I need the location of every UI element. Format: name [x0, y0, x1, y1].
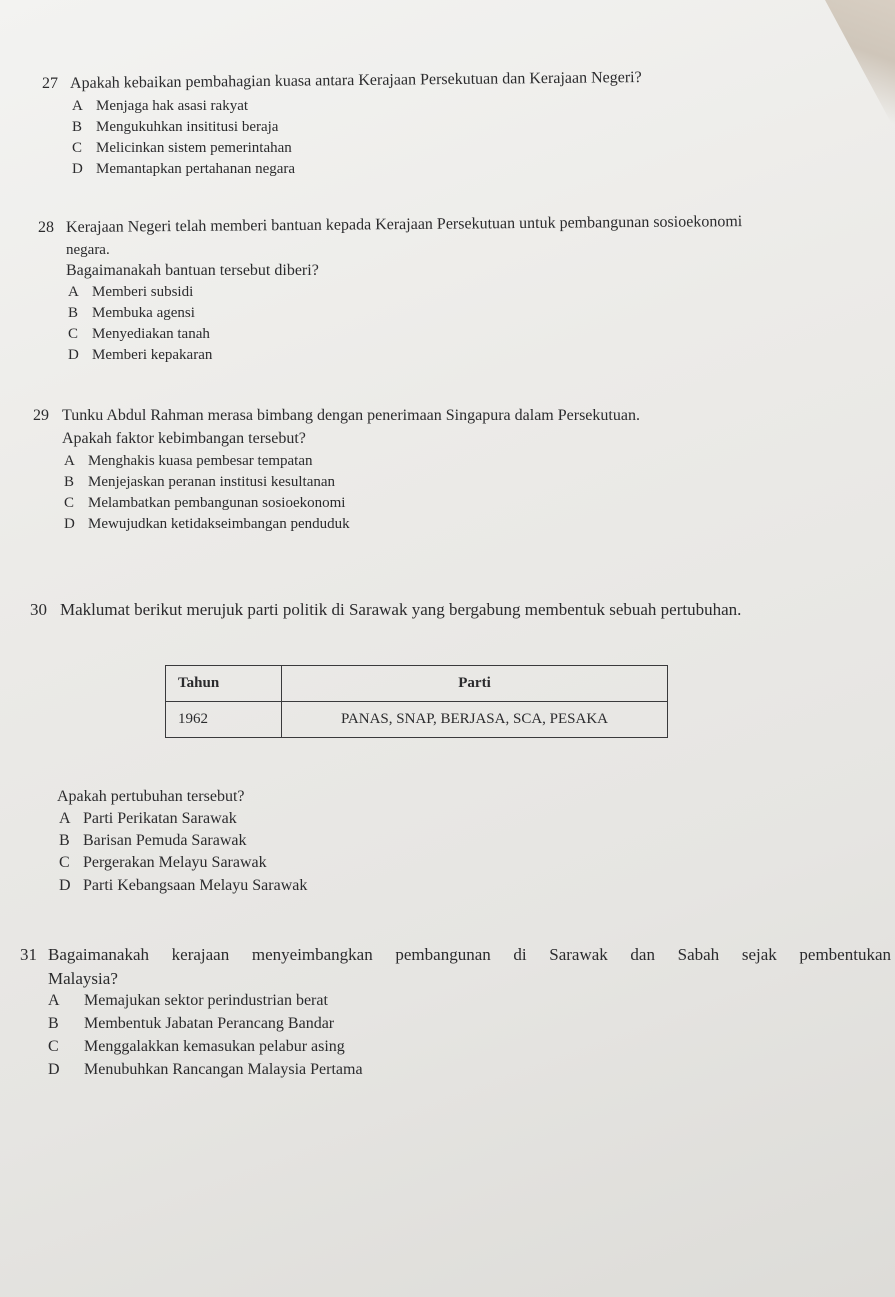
option-letter: A — [48, 992, 60, 1009]
option-a[interactable] — [48, 991, 328, 1011]
option-letter: C — [48, 1038, 59, 1055]
option-text: Melambatkan pembangunan sosioekonomi — [88, 495, 346, 511]
question-number: 28 — [38, 219, 54, 236]
party-table — [165, 665, 668, 738]
question-stem: Kerajaan Negeri telah memberi bantuan kepada Kerajaan Persekutuan untuk pembangunan sosioekonomi — [65, 213, 743, 236]
option-text: Barisan Pemuda Sarawak — [83, 832, 247, 849]
question-number: 30 — [30, 600, 47, 619]
question-stem: Apakah kebaikan pembahagian kuasa antara Kerajaan Persekutuan dan Kerajaan Negeri? — [69, 69, 642, 92]
option-text: Memantapkan pertahanan negara — [96, 161, 296, 177]
table-cell-party: PANAS, SNAP, BERJASA, SCA, PESAKA — [282, 702, 668, 738]
option-letter: B — [72, 119, 83, 135]
option-b[interactable] — [59, 831, 247, 851]
option-letter: D — [59, 877, 71, 894]
question-stem: Malaysia? — [48, 969, 118, 988]
option-c[interactable] — [59, 853, 267, 873]
option-text: Memberi subsidi — [92, 284, 194, 300]
option-letter: D — [64, 516, 75, 532]
question-stem: Tunku Abdul Rahman merasa bimbang dengan penerimaan Singapura dalam Persekutuan. — [62, 407, 640, 424]
option-text: Menggalakkan kemasukan pelabur asing — [84, 1038, 345, 1055]
option-b[interactable] — [48, 1014, 334, 1034]
question-number: 27 — [42, 75, 58, 92]
option-letter: C — [59, 854, 70, 871]
option-letter: C — [68, 326, 79, 342]
option-text: Melicinkan sistem pemerintahan — [96, 140, 292, 156]
option-b[interactable] — [68, 303, 195, 323]
option-d[interactable] — [68, 345, 212, 365]
question-stem: Bagaimanakah bantuan tersebut diberi? — [66, 262, 319, 279]
question-stem: negara. — [66, 242, 110, 258]
option-letter: A — [59, 810, 71, 827]
option-letter: B — [68, 305, 79, 321]
option-a[interactable] — [64, 451, 313, 471]
option-text: Menyediakan tanah — [92, 326, 210, 342]
option-d[interactable] — [59, 876, 307, 896]
table-header-row — [166, 666, 668, 702]
table-header-year: Tahun — [166, 666, 282, 702]
table-header-party: Parti — [282, 666, 668, 702]
option-text: Menghakis kuasa pembesar tempatan — [88, 453, 313, 469]
option-text: Menjejaskan peranan institusi kesultanan — [88, 474, 336, 490]
option-text: Pergerakan Melayu Sarawak — [83, 854, 267, 871]
option-b[interactable] — [72, 117, 278, 137]
option-d[interactable] — [72, 159, 295, 179]
option-c[interactable] — [48, 1037, 345, 1057]
question-prompt: Apakah pertubuhan tersebut? — [57, 788, 245, 805]
option-c[interactable] — [64, 493, 345, 513]
table-cell-year: 1962 — [166, 702, 282, 738]
option-letter: A — [64, 453, 75, 469]
option-letter: B — [64, 474, 75, 490]
question-stem: Maklumat berikut merujuk parti politik di Sarawak yang bergabung membentuk sebuah pertubuhan. — [60, 600, 742, 619]
option-b[interactable] — [64, 472, 335, 492]
option-c[interactable] — [68, 324, 210, 344]
question-number: 29 — [33, 407, 49, 424]
option-text: Memberi kepakaran — [92, 347, 213, 363]
option-letter: C — [72, 140, 83, 156]
question-stem: Bagaimanakah kerajaan menyeimbangkan pembangunan di Sarawak dan Sabah sejak pembentukan — [48, 945, 891, 964]
option-letter: D — [48, 1061, 60, 1078]
option-a[interactable] — [59, 809, 237, 829]
option-letter: D — [68, 347, 79, 363]
option-a[interactable] — [72, 96, 248, 116]
option-letter: D — [72, 161, 83, 177]
option-text: Memajukan sektor perindustrian berat — [84, 992, 328, 1009]
option-letter: B — [48, 1015, 59, 1032]
option-text: Parti Perikatan Sarawak — [83, 810, 237, 827]
option-letter: A — [72, 98, 83, 114]
option-text: Parti Kebangsaan Melayu Sarawak — [83, 877, 308, 894]
question-number: 31 — [20, 945, 37, 964]
table-row — [166, 702, 668, 738]
option-text: Mengukuhkan insititusi beraja — [96, 119, 279, 135]
question-stem: Apakah faktor kebimbangan tersebut? — [62, 430, 306, 447]
option-text: Menubuhkan Rancangan Malaysia Pertama — [84, 1061, 363, 1078]
option-a[interactable] — [68, 282, 193, 302]
option-text: Membentuk Jabatan Perancang Bandar — [84, 1015, 335, 1032]
option-d[interactable] — [48, 1060, 363, 1080]
option-text: Mewujudkan ketidakseimbangan penduduk — [88, 516, 350, 532]
option-text: Menjaga hak asasi rakyat — [96, 98, 249, 114]
option-c[interactable] — [72, 138, 292, 158]
option-letter: B — [59, 832, 70, 849]
option-letter: C — [64, 495, 75, 511]
page-corner-shadow — [825, 0, 895, 130]
option-letter: A — [68, 284, 79, 300]
option-text: Membuka agensi — [92, 305, 195, 321]
option-d[interactable] — [64, 514, 350, 534]
